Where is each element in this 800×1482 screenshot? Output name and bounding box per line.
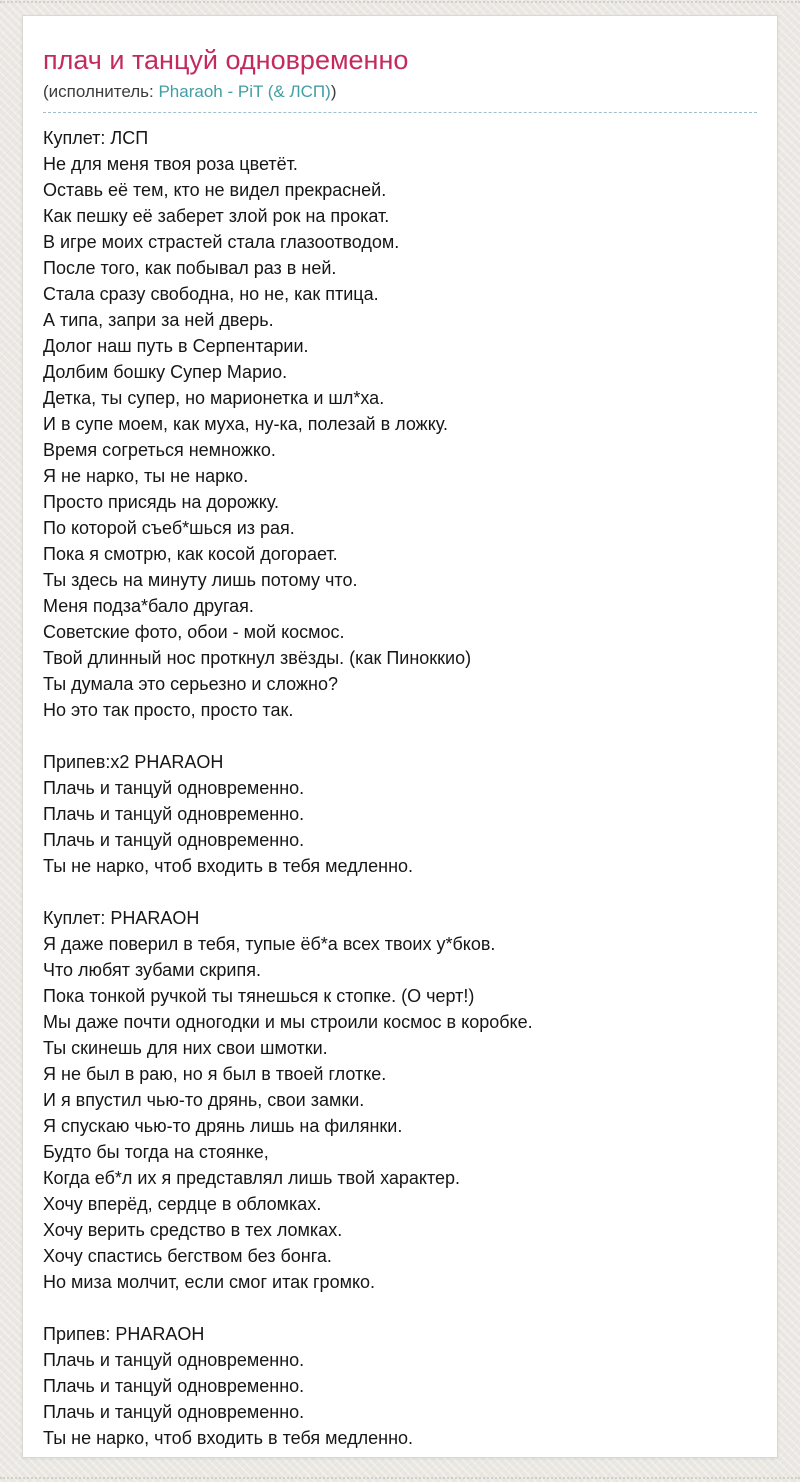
lyric-line: Просто присядь на дорожку.: [43, 492, 280, 512]
stanza: [43, 749, 757, 879]
stanza: [43, 1321, 757, 1451]
lyric-line: Детка, ты супер, но марионетка и шл*ха.: [43, 388, 385, 408]
lyric-line: Стала сразу свободна, но не, как птица.: [43, 284, 379, 304]
lyric-line: Оставь её тем, кто не видел прекрасней.: [43, 180, 387, 200]
lyric-line: Ты не нарко, чтоб входить в тебя медленно.: [43, 1428, 414, 1448]
lyric-line: Долбим бошку Супер Марио.: [43, 362, 288, 382]
lyric-line: Пока я смотрю, как косой догорает.: [43, 544, 338, 564]
page-top-dotted-divider: [0, 1, 800, 3]
lyric-line: Но это так просто, просто так.: [43, 700, 294, 720]
stanza: [43, 905, 757, 1295]
lyric-line: Куплет: PHARAOH: [43, 908, 200, 928]
lyric-line: Я спускаю чью-то дрянь лишь на филянки.: [43, 1116, 403, 1136]
lyric-line: Меня подза*бало другая.: [43, 596, 254, 616]
lyric-line: Ты здесь на минуту лишь потому что.: [43, 570, 358, 590]
lyric-line: Я не был в раю, но я был в твоей глотке.: [43, 1064, 387, 1084]
lyric-line: Твой длинный нос проткнул звёзды. (как Пиноккио): [43, 648, 472, 668]
lyric-line: Ты не нарко, чтоб входить в тебя медленно.: [43, 856, 414, 876]
lyric-line: Плачь и танцуй одновременно.: [43, 1402, 305, 1422]
lyric-line: Я даже поверил в тебя, тупые ёб*а всех твоих у*бков.: [43, 934, 496, 954]
lyric-line: Долог наш путь в Серпентарии.: [43, 336, 309, 356]
lyric-line: Плачь и танцуй одновременно.: [43, 1376, 305, 1396]
lyric-line: Хочу верить средство в тех ломках.: [43, 1220, 343, 1240]
lyric-line: В игре моих страстей стала глазоотводом.: [43, 232, 400, 252]
lyrics-text: [43, 125, 757, 1451]
artist-label: (исполнитель:: [43, 82, 159, 101]
lyric-line: Как пешку её заберет злой рок на прокат.: [43, 206, 390, 226]
artist-line: [43, 81, 757, 113]
lyric-line: Но миза молчит, если смог итак громко.: [43, 1272, 376, 1292]
lyric-line: По которой съеб*шься из рая.: [43, 518, 295, 538]
lyric-line: После того, как побывал раз в ней.: [43, 258, 337, 278]
lyric-line: Припев:х2 PHARAOH: [43, 752, 224, 772]
lyric-line: Не для меня твоя роза цветёт.: [43, 154, 298, 174]
lyric-line: Плачь и танцуй одновременно.: [43, 830, 305, 850]
lyric-line: Припев: PHARAOH: [43, 1324, 205, 1344]
lyric-line: Плачь и танцуй одновременно.: [43, 1350, 305, 1370]
lyric-line: И в супе моем, как муха, ну-ка, полезай в ложку.: [43, 414, 448, 434]
lyric-line: И я впустил чью-то дрянь, свои замки.: [43, 1090, 365, 1110]
lyric-line: Хочу вперёд, сердце в обломках.: [43, 1194, 322, 1214]
lyric-line: Что любят зубами скрипя.: [43, 960, 261, 980]
lyric-line: Хочу спастись бегством без бонга.: [43, 1246, 332, 1266]
lyric-line: Будто бы тогда на стоянке,: [43, 1142, 269, 1162]
artist-line-closing-paren: ): [330, 82, 337, 101]
stanza: [43, 125, 757, 723]
lyric-line: Ты скинешь для них свои шмотки.: [43, 1038, 328, 1058]
lyric-line: Куплет: ЛСП: [43, 128, 149, 148]
lyric-line: Советские фото, обои - мой космос.: [43, 622, 345, 642]
song-title: плач и танцуй одновременно: [43, 45, 409, 75]
lyric-line: Время согреться немножко.: [43, 440, 276, 460]
lyric-line: Мы даже почти одногодки и мы строили космос в коробке.: [43, 1012, 533, 1032]
page-bottom-dotted-divider: [0, 1477, 800, 1479]
lyric-line: Когда еб*л их я представлял лишь твой характер.: [43, 1168, 461, 1188]
lyric-line: А типа, запри за ней дверь.: [43, 310, 274, 330]
lyric-line: Плачь и танцуй одновременно.: [43, 778, 305, 798]
lyrics-card: [22, 15, 778, 1458]
lyric-line: Ты думала это серьезно и сложно?: [43, 674, 338, 694]
lyric-line: Плачь и танцуй одновременно.: [43, 804, 305, 824]
lyric-line: Я не нарко, ты не нарко.: [43, 466, 249, 486]
lyric-line: Пока тонкой ручкой ты тянешься к стопке. (О черт!): [43, 986, 475, 1006]
artist-link[interactable]: Pharaoh - PiT (& ЛСП): [158, 82, 331, 101]
